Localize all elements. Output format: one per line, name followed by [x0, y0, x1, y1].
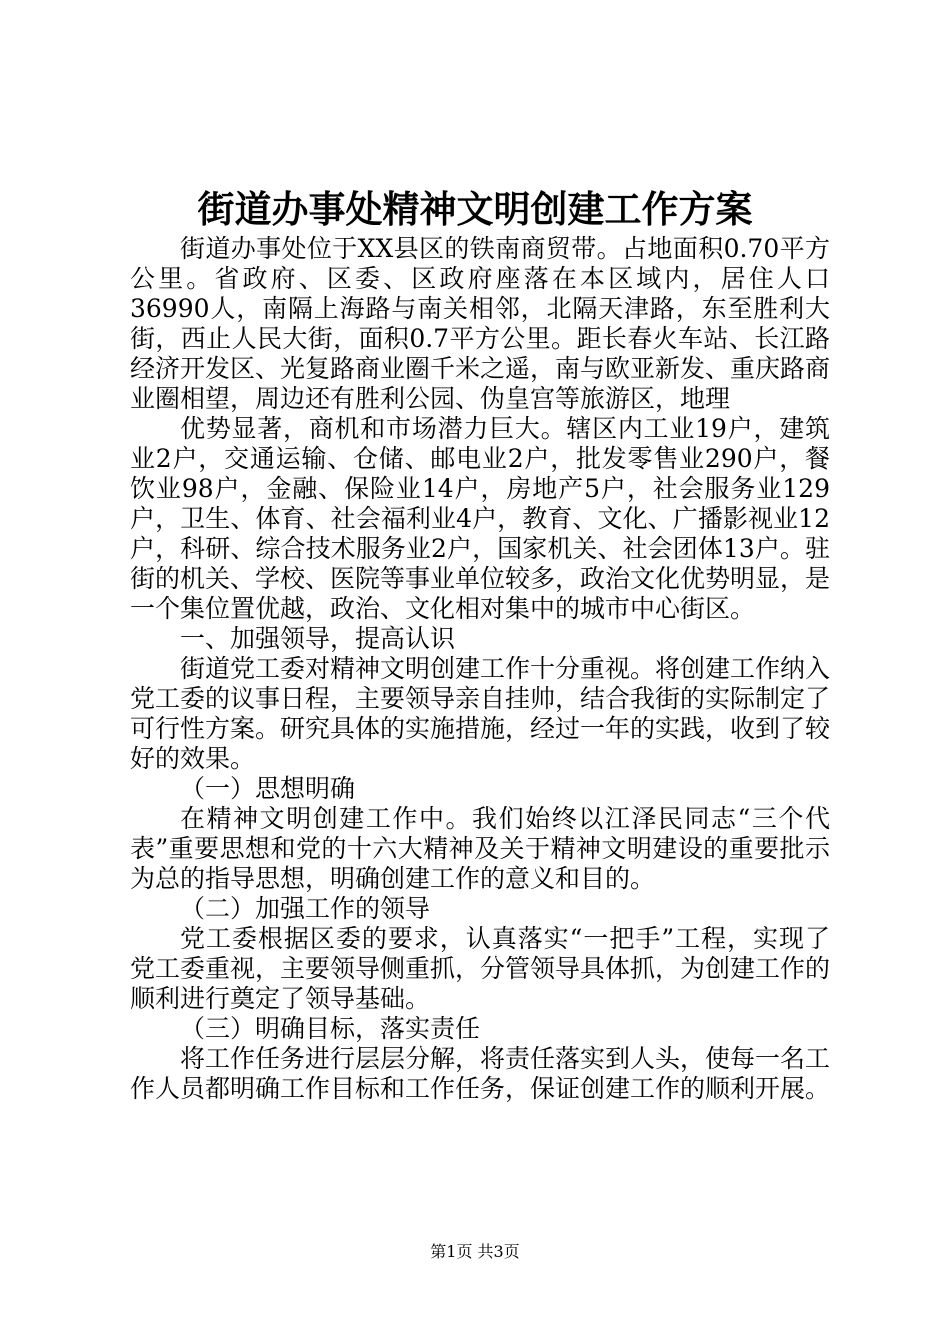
paragraph-leadership: 街道党工委对精神文明创建工作十分重视。将创建工作纳入党工委的议事日程，主要领导亲自挂帅，结合我街的实际制定了可行性方案。研究具体的实施措施，经过一年的实践，收到了较好的效果。 — [130, 654, 831, 773]
paragraph-work-leadership: 党工委根据区委的要求，认真落实“一把手”工程，实现了党工委重视，主要领导侧重抓，分管领导具体抓，为创建工作的顺利进行奠定了领导基础。 — [130, 924, 831, 1013]
document-title: 街道办事处精神文明创建工作方案 — [197, 187, 753, 231]
paragraph-location: 街道办事处位于XX县区的铁南商贸带。占地面积0.70平方公里。省政府、区委、区政府座落在本区域内，居住人口36990人，南隔上海路与南关相邻，北隔天津路，东至胜利大街，西止人民大街，面积0.7平方公里。距长春火车站、长江路经济开发区、光复路商业圈千米之遥，南与欧亚新发、重庆路商业圈相望，周边还有胜利公园、伪皇宫等旅游区，地理 — [130, 234, 831, 413]
paragraph-advantages: 优势显著，商机和市场潜力巨大。辖区内工业19户，建筑业2户，交通运输、仓储、邮电业2户，批发零售业290户，餐饮业98户，金融、保险业14户，房地产5户，社会服务业129户，卫生、体育、社会福利业4户，教育、文化、广播影视业12户，科研、综合技术服务业2户，国家机关、社会团体13户。驻街的机关、学校、医院等事业单位较多，政治文化优势明显，是一个集位置优越，政治、文化相对集中的城市中心街区。 — [130, 414, 831, 623]
subsection-heading-2: （二）加强工作的领导 — [180, 894, 431, 923]
paragraph-responsibility: 将工作任务进行层层分解，将责任落实到人头，使每一名工作人员都明确工作目标和工作任务，保证创建工作的顺利开展。 — [130, 1044, 831, 1103]
paragraph-thinking: 在精神文明创建工作中。我们始终以江泽民同志“三个代表”重要思想和党的十六大精神及关于精神文明建设的重要批示为总的指导思想，明确创建工作的意义和目的。 — [130, 804, 830, 893]
page-footer: 第1页 共3页 — [430, 1242, 520, 1261]
subsection-heading-1: （一）思想明确 — [180, 774, 356, 803]
document-body — [130, 234, 830, 1104]
section-heading-1: 一、加强领导，提高认识 — [180, 624, 456, 653]
subsection-heading-3: （三）明确目标，落实责任 — [180, 1014, 481, 1043]
